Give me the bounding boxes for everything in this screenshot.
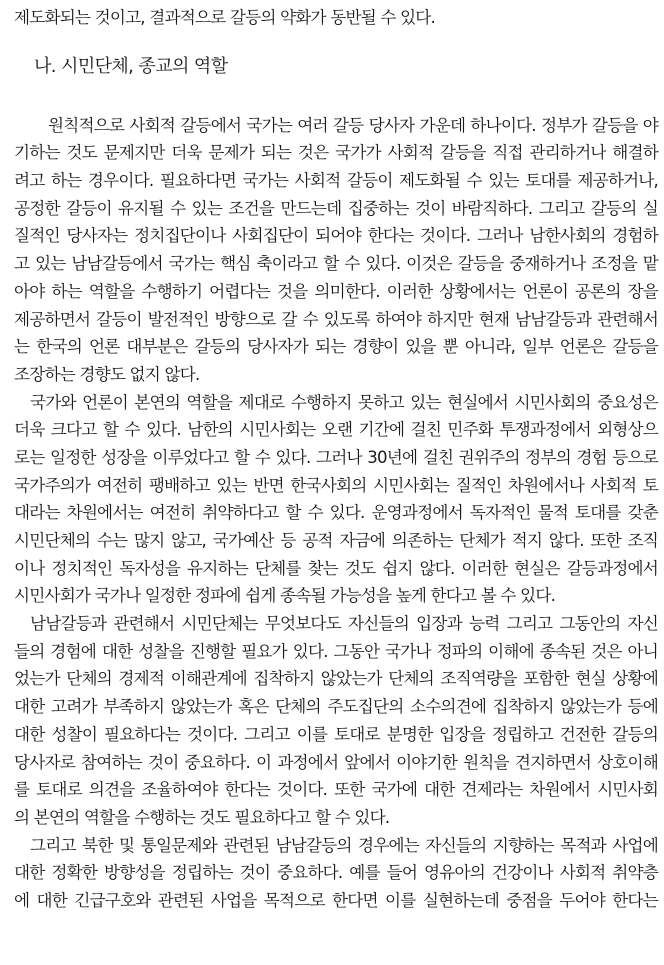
- paragraph-line: 제공하면서 갈등이 발전적인 방향으로 갈 수 있도록 하여야 하지만 현재 남남갈등과 관련해서: [14, 309, 658, 329]
- section-heading: 나. 시민단체, 종교의 역할: [34, 55, 228, 77]
- paragraph-line: 에 대한 긴급구호와 관련된 사업을 목적으로 한다면 이를 실현하는데 중점을 두어야 한다는: [14, 890, 658, 910]
- paragraph-line: 시민단체의 수는 많지 않고, 국가예산 등 공적 자금에 의존하는 단체가 적지 않다. 또한 조직: [14, 531, 658, 550]
- paragraph-line: 를 토대로 의견을 조율하여야 한다는 것이다. 또한 국가에 대한 견제라는 차원에서 시민사회: [14, 780, 658, 800]
- paragraph-2: [14, 389, 658, 611]
- paragraph-line: 대한 정확한 방향성을 정립하는 것이 중요하다. 예를 들어 영유아의 건강이나 사회적 취약층: [14, 863, 658, 883]
- paragraph-line: 질적인 당사자는 정치집단이나 사회집단이 되어야 한다는 것이다. 그러나 남한사회의 경험하: [14, 226, 658, 246]
- paragraph-line: 국가와 언론이 본연의 역할을 제대로 수행하지 못하고 있는 현실에서 시민사회의 중요성은: [30, 392, 658, 412]
- paragraph-line: 공정한 갈등이 유지될 수 있는 조건을 만드는데 집중하는 것이 바람직하다. 그리고 갈등의 실: [14, 198, 658, 218]
- paragraph-line: 조장하는 경향도 없지 않다.: [14, 364, 200, 384]
- paragraph-line: 로는 일정한 성장을 이루었다고 할 수 있다. 그러나 30년에 걸친 권위주의 정부의 경험 등으로: [14, 447, 658, 467]
- paragraph-line: 아야 하는 역할을 수행하기 어렵다는 것을 의미한다. 이러한 상황에서는 언론이 공론의 장을: [14, 281, 658, 301]
- paragraph-line: 대한 성찰이 필요하다는 것이다. 그리고 이를 토대로 분명한 입장을 정립하고 건전한 갈등의: [14, 724, 658, 744]
- paragraph-line: 시민사회가 국가나 일정한 정파에 쉽게 종속될 가능성을 높게 한다고 볼 수 있다.: [14, 586, 556, 606]
- paragraph-3: [14, 610, 658, 832]
- paragraph-4: [14, 832, 658, 915]
- paragraph-line: 남남갈등과 관련해서 시민단체는 무엇보다도 자신들의 입장과 능력 그리고 그동안의 자신: [30, 614, 658, 634]
- paragraph-line: 이나 정치적인 독자성을 유지하는 단체를 찾는 것도 쉽지 않다. 이러한 현실은 갈등과정에서: [14, 558, 658, 578]
- paragraph-1: [14, 112, 658, 389]
- paragraph-line: 더욱 크다고 할 수 있다. 남한의 시민사회는 오랜 기간에 걸친 민주화 투쟁과정에서 외형상으: [14, 420, 658, 440]
- intro-line: 제도화되는 것이고, 결과적으로 갈등의 약화가 동반될 수 있다.: [14, 8, 436, 27]
- paragraph-line: 대한 고려가 부족하지 않았는가 혹은 단체의 주도집단의 소수의견에 집착하지 않았는가 등에: [14, 697, 658, 717]
- paragraph-line: 원칙적으로 사회적 갈등에서 국가는 여러 갈등 당사자 가운데 하나이다. 정부가 갈등을 야: [48, 115, 658, 135]
- paragraph-line: 는 한국의 언론 대부분은 갈등의 당사자가 되는 경향이 있을 뿐 아니라, 일부 언론은 갈등을: [14, 337, 658, 357]
- paragraph-line: 그리고 북한 및 통일문제와 관련된 남남갈등의 경우에는 자신들의 지향하는 목적과 사업에: [30, 835, 658, 855]
- paragraph-line: 국가주의가 여전히 팽배하고 있는 반면 한국사회의 시민사회는 질적인 차원에서나 사회적 토: [14, 475, 658, 495]
- paragraph-line: 들의 경험에 대한 성찰을 진행할 필요가 있다. 그동안 국가나 정파의 이해에 종속된 것은 아니: [14, 641, 658, 661]
- paragraph-line: 고 있는 남남갈등에서 국가는 핵심 축이라고 할 수 있다. 이것은 갈등을 중재하거나 조정을 맡: [14, 254, 658, 274]
- paragraph-line: 려고 하는 경우이다. 필요하다면 국가는 사회적 갈등이 제도화될 수 있는 토대를 제공하거나,: [14, 171, 658, 191]
- paragraph-line: 었는가 단체의 경제적 이해관계에 집착하지 않았는가 단체의 조직역량을 포함한 현실 상황에: [14, 669, 658, 689]
- paragraph-line: 기하는 것도 문제지만 더욱 문제가 되는 것은 국가가 사회적 갈등을 직접 관리하거나 해결하: [14, 143, 658, 163]
- paragraph-line: 대라는 차원에서는 여전히 취약하다고 할 수 있다. 운영과정에서 독자적인 물적 토대를 갖춘: [14, 503, 658, 523]
- paragraph-line: 의 본연의 역할을 수행하는 것도 필요하다고 할 수 있다.: [14, 807, 390, 827]
- paragraph-line: 당사자로 참여하는 것이 중요하다. 이 과정에서 앞에서 이야기한 원칙을 견지하면서 상호이해: [14, 752, 658, 772]
